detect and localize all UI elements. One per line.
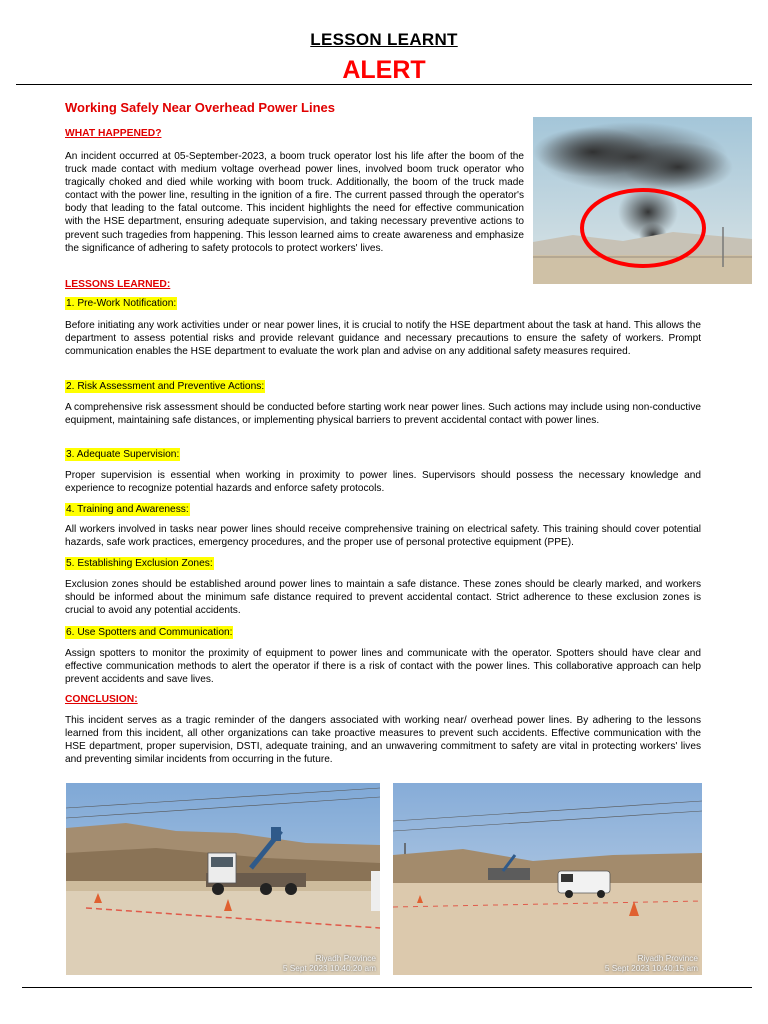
- conclusion-text: This incident serves as a tragic reminder of the dangers associated with working near/ overhead power lines. By adhering to the lessons learned from this incident, all other organizations can take proactive measures to prevent such accidents. Effective communication with the HSE department, proper supervision, DSTI, adequate training, and an unwavering commitment to safety are vital in protecting workers' lives and preventing similar incidents from occurring in the future.: [65, 715, 701, 766]
- what-happened-text: An incident occurred at 05-September-2023, a boom truck operator lost his life after the boom of the truck made contact with medium voltage overhead power lines, involved boom truck operator who tragically choked and died while working with boom truck. Additionally, the boom of the truck made contact with the power line, resulting in the ignition of a fire. The current passed through the operator's body that leading to the fatal outcome. This incident highlights the need for effective communication with the HSE department, ensuring adequate supervision, and taking necessary preventive actions to prevent such tragedies from happening. This lesson learned aims to create awareness and emphasize the significance of adhering to safety protocols to protect workers' lives.: [65, 151, 524, 254]
- lesson-5-title: 5. Establishing Exclusion Zones:: [66, 558, 213, 569]
- lesson-5-text: Exclusion zones should be established around power lines to maintain a safe distance. These zones should be clearly marked, and workers should be informed about the minimum safe distance required to prevent accidental contact. Strict adherence to these exclusion zones is crucial to avoid any potential accidents.: [65, 579, 701, 617]
- document-title: LESSON LEARNT: [310, 30, 458, 49]
- lesson-4-title: 4. Training and Awareness:: [66, 504, 189, 515]
- incident-smoke-photo: [533, 117, 752, 284]
- lesson-1-text: Before initiating any work activities under or near power lines, it is crucial to notify the HSE department about the task at hand. This allows the department to assess potential risks and provide relevant guidance and necessary precautions to ensure the safety of workers. Prompt communication enables the HSE department to evaluate the work plan and advise on any additional safety measures required.: [65, 320, 701, 358]
- lessons-learned-heading: LESSONS LEARNED:: [65, 279, 171, 290]
- photo-timestamp: [283, 954, 376, 973]
- photo-time: 5 Sept 2023 10:40:20 am: [282, 962, 376, 973]
- lesson-6-title: 6. Use Spotters and Communication:: [66, 627, 233, 638]
- photo-location: Riyadh Province: [315, 953, 376, 963]
- photo-location: Riyadh Province: [637, 953, 698, 963]
- lesson-3-title: 3. Adequate Supervision:: [66, 449, 180, 460]
- lesson-4-text: All workers involved in tasks near power lines should receive comprehensive training on electrical safety. This training should cover potential hazards, safe work practices, emergency procedures, and the proper use of personal protective equipment (PPE).: [65, 524, 701, 549]
- lesson-2-text: A comprehensive risk assessment should be conducted before starting work near power lines. Such actions may include using non-conductive equipment, maintaining safe distances, or implementing physical barriers to prevent accidental contact with power lines.: [65, 402, 701, 427]
- lesson-2-title: 2. Risk Assessment and Preventive Actions:: [66, 381, 265, 392]
- lesson-1-title: 1. Pre-Work Notification:: [66, 298, 177, 309]
- lesson-6-text: Assign spotters to monitor the proximity of equipment to power lines and communicate with the operator. Spotters should have clear and effective communication methods to alert the operator if there is a risk of contact with the power lines. This collaborative approach can help prevent accidents and save lives.: [65, 648, 701, 686]
- site-photo-exclusion-zone: [393, 783, 702, 975]
- what-happened-heading: WHAT HAPPENED?: [65, 128, 162, 139]
- conclusion-heading: CONCLUSION:: [65, 694, 138, 705]
- lesson-3-text: Proper supervision is essential when working in proximity to power lines. Supervisors should possess the necessary knowledge and experience to recognize potential hazards and enforce safety protocols.: [65, 470, 701, 495]
- alert-label: ALERT: [342, 56, 426, 84]
- site-photo-boom-truck: [66, 783, 380, 975]
- footer-divider: [22, 987, 752, 988]
- header-divider: [16, 84, 752, 85]
- photo-timestamp: [605, 954, 698, 973]
- subject-heading: Working Safely Near Overhead Power Lines: [65, 100, 335, 115]
- photo-time: 5 Sept 2023 10:40:15 am: [604, 962, 698, 973]
